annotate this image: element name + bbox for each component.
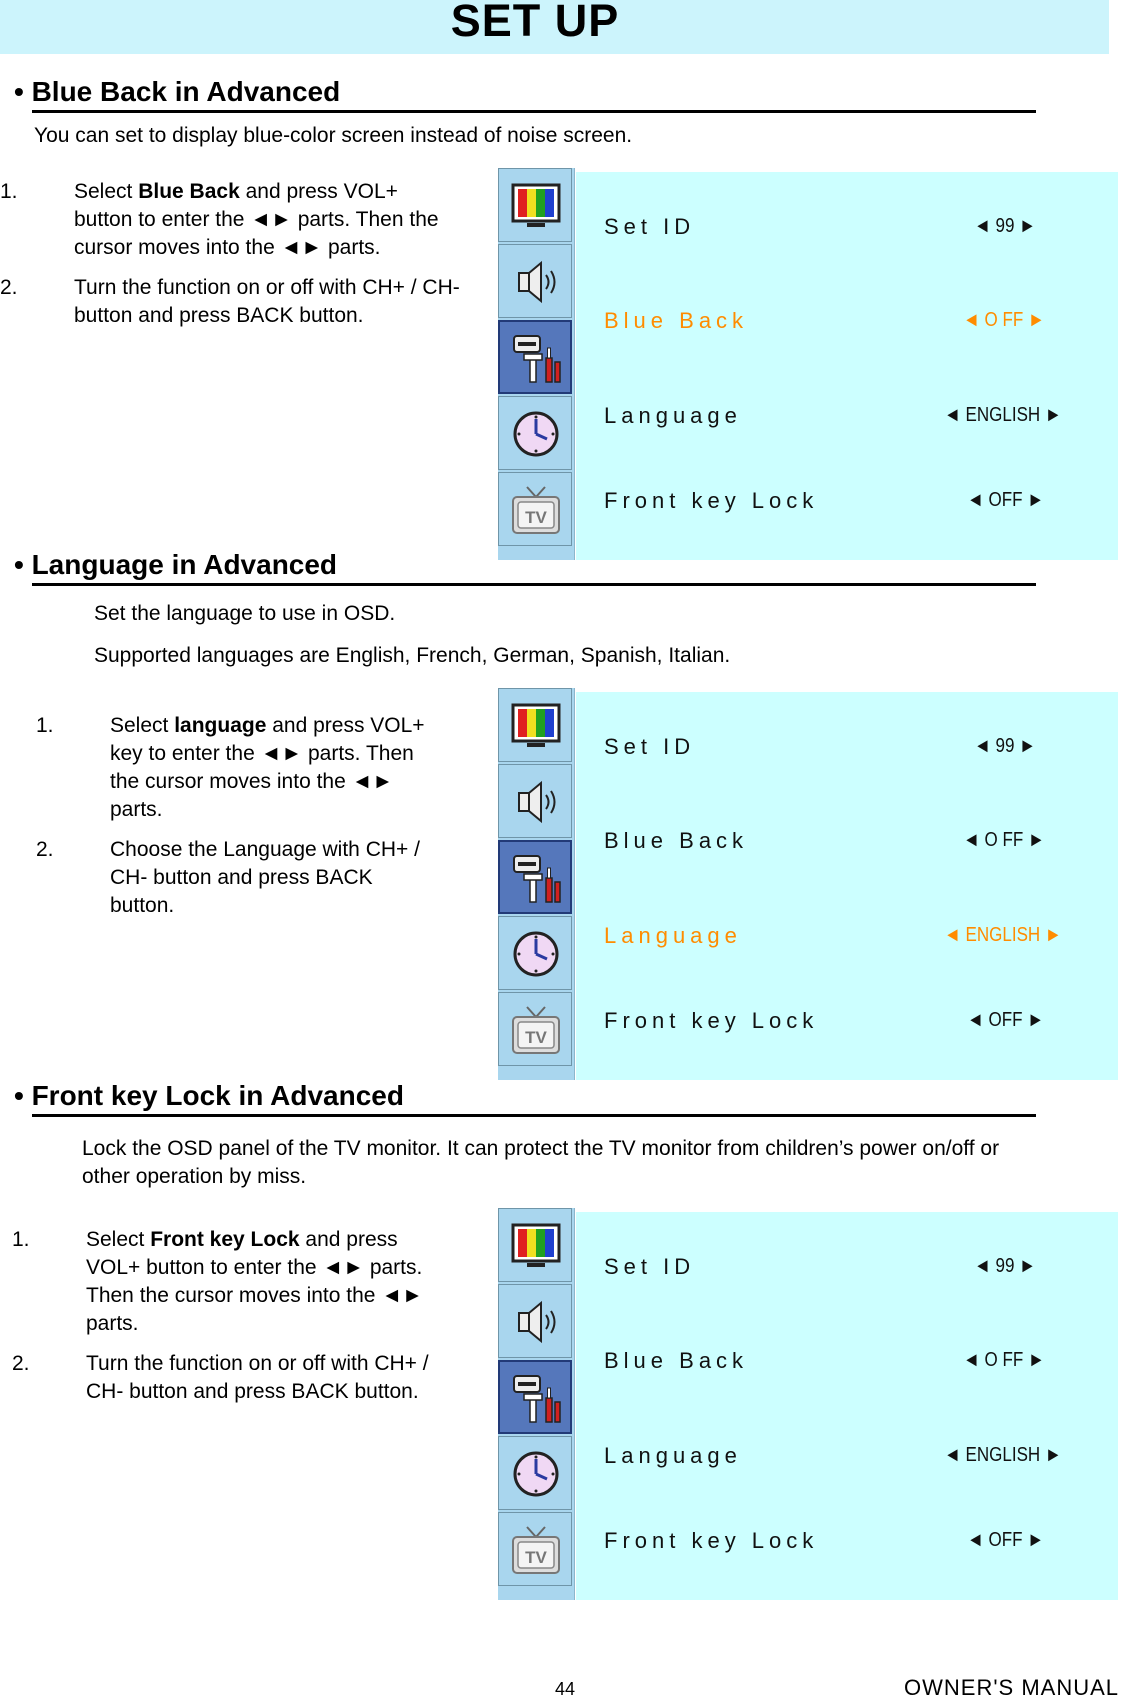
osd-value-set-id[interactable]: ◄ 99 ►: [974, 735, 1037, 757]
osd-settings-panel: [576, 172, 1118, 560]
osd-icon-column: [498, 168, 575, 560]
osd-icon-column: [498, 1208, 575, 1600]
osd-value-front-key-lock[interactable]: ◄ OFF ►: [967, 489, 1045, 511]
section-description: Set the language to use in OSD.: [94, 602, 396, 625]
osd-value-set-id[interactable]: ◄ 99 ►: [974, 1255, 1037, 1277]
osd-label-language[interactable]: Language: [604, 1443, 742, 1468]
osd-value-language[interactable]: ◄ ENGLISH ►: [944, 1444, 1062, 1466]
osd-settings-panel: [576, 692, 1118, 1080]
osd-menu: [498, 168, 1118, 560]
osd-icon-column: [498, 688, 575, 1080]
osd-menu: [498, 688, 1118, 1080]
sound-icon[interactable]: [498, 1284, 572, 1358]
step-number: 1.: [0, 180, 18, 203]
osd-label-language[interactable]: Language: [604, 923, 742, 948]
clock-icon[interactable]: [498, 916, 572, 990]
section-rule: [32, 1114, 1036, 1117]
osd-label-blue-back[interactable]: Blue Back: [604, 308, 749, 333]
picture-icon[interactable]: [498, 168, 572, 242]
step-text: Turn the function on or off with CH+ / CH- button and press BACK button.: [86, 1352, 429, 1403]
step-number: 1.: [36, 714, 54, 737]
section-rule: [32, 583, 1036, 586]
osd-value-blue-back[interactable]: ◄ O FF ►: [963, 1349, 1045, 1371]
osd-label-front-key-lock[interactable]: Front key Lock: [604, 1528, 819, 1553]
step-number: 2.: [0, 276, 18, 299]
clock-icon[interactable]: [498, 396, 572, 470]
osd-value-blue-back[interactable]: ◄ O FF ►: [963, 309, 1045, 331]
section-description: You can set to display blue-color screen instead of noise screen.: [34, 124, 633, 147]
page-number: 44: [555, 1679, 576, 1699]
osd-label-set-id[interactable]: Set ID: [604, 214, 696, 239]
osd-label-front-key-lock[interactable]: Front key Lock: [604, 1008, 819, 1033]
osd-settings-panel: [576, 1212, 1118, 1600]
osd-value-blue-back[interactable]: ◄ O FF ►: [963, 829, 1045, 851]
osd-value-language[interactable]: ◄ ENGLISH ►: [944, 404, 1062, 426]
section-title-front-key-lock: • Front key Lock in Advanced: [14, 1080, 404, 1111]
setup-tools-icon[interactable]: [498, 1360, 572, 1434]
sound-icon[interactable]: [498, 244, 572, 318]
osd-label-language[interactable]: Language: [604, 403, 742, 428]
tv-icon[interactable]: [498, 992, 572, 1066]
header-bar: [0, 0, 1109, 54]
section-title-blue-back: • Blue Back in Advanced: [14, 76, 341, 107]
step-number: 2.: [36, 838, 54, 861]
step-number: 2.: [12, 1352, 30, 1375]
picture-icon[interactable]: [498, 688, 572, 762]
setup-tools-icon[interactable]: [498, 840, 572, 914]
osd-value-front-key-lock[interactable]: ◄ OFF ►: [967, 1009, 1045, 1031]
section-description: Supported languages are English, French, German, Spanish, Italian.: [94, 644, 731, 667]
page-title: SET UP: [450, 0, 620, 46]
manual-label: OWNER'S MANUAL: [904, 1675, 1119, 1700]
section-title-language: • Language in Advanced: [14, 549, 338, 580]
step-text: Select language and press VOL+ key to enter the ◄► parts. Then the cursor moves into the ◄► parts.: [110, 714, 425, 821]
setup-tools-icon[interactable]: [498, 320, 572, 394]
osd-value-set-id[interactable]: ◄ 99 ►: [974, 215, 1037, 237]
osd-label-set-id[interactable]: Set ID: [604, 1254, 696, 1279]
osd-label-blue-back[interactable]: Blue Back: [604, 828, 749, 853]
svg-text:TV: TV: [525, 508, 547, 527]
step-text: Turn the function on or off with CH+ / CH- button and press BACK button.: [74, 276, 460, 327]
osd-label-set-id[interactable]: Set ID: [604, 734, 696, 759]
osd-label-front-key-lock[interactable]: Front key Lock: [604, 488, 819, 513]
osd-label-blue-back[interactable]: Blue Back: [604, 1348, 749, 1373]
clock-icon[interactable]: [498, 1436, 572, 1510]
tv-icon[interactable]: [498, 1512, 572, 1586]
step-text: Choose the Language with CH+ / CH- button and press BACK button.: [110, 838, 420, 917]
section-rule: [32, 110, 1036, 113]
step-text: Select Front key Lock and press VOL+ button to enter the ◄► parts. Then the cursor moves into the ◄► parts.: [86, 1228, 423, 1335]
osd-value-language[interactable]: ◄ ENGLISH ►: [944, 924, 1062, 946]
picture-icon[interactable]: [498, 1208, 572, 1282]
osd-menu: [498, 1208, 1118, 1600]
step-number: 1.: [12, 1228, 30, 1251]
section-description: Lock the OSD panel of the TV monitor. It can protect the TV monitor from children’s power on/off or other operation by miss.: [82, 1137, 1000, 1188]
tv-icon[interactable]: [498, 472, 572, 546]
step-text: Select Blue Back and press VOL+ button to enter the ◄► parts. Then the cursor moves into the ◄► parts.: [74, 180, 439, 259]
svg-text:TV: TV: [525, 1548, 547, 1567]
sound-icon[interactable]: [498, 764, 572, 838]
osd-value-front-key-lock[interactable]: ◄ OFF ►: [967, 1529, 1045, 1551]
svg-text:TV: TV: [525, 1028, 547, 1047]
